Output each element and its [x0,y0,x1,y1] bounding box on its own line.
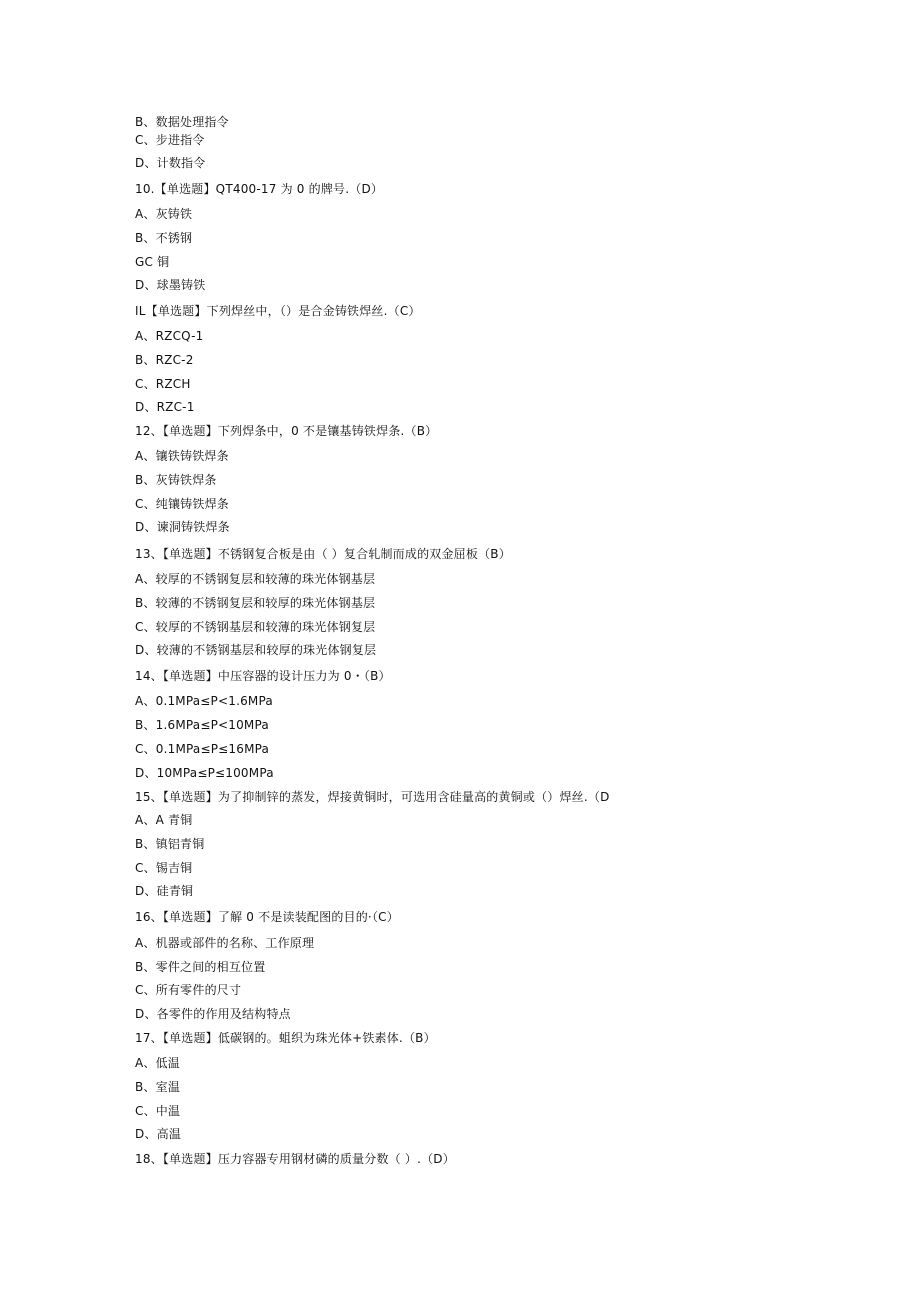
question-line: 10.【单选题】QT400-17 为 0 的牌号.（D） [135,182,384,196]
question-line: IL【单选题】下列焊丝中，（）是合金铸铁焊丝.（C） [135,304,421,318]
option-line: B、灰铸铁焊条 [135,473,217,487]
option-line: B、数据处理指令 [135,115,229,129]
question-line: 16、【单选题】了解 0 不是读装配图的目的·（C） [135,910,399,924]
question-line: 18、【单选题】压力容器专用钢材磷的质量分数（ ）.（D） [135,1152,455,1166]
question-line: 17、【单选题】低碳钢的。蛆织为珠光体+铁素体.（B） [135,1031,436,1045]
option-line: A、镶铁铸铁焊条 [135,449,229,463]
option-line: D、各零件的作用及结构特点 [135,1007,291,1021]
question-line: 13、【单选题】不锈钢复合板是由（ ）复合轧制而成的双金屈板（B） [135,547,511,561]
option-line: C、纯镶铸铁焊条 [135,497,229,511]
option-line: D、硅青铜 [135,884,194,898]
question-line: 12、【单选题】下列焊条中，0 不是镶基铸铁焊条.（B） [135,424,438,438]
option-line: A、机器或部件的名称、工作原理 [135,936,315,950]
option-line: B、零件之间的相互位置 [135,960,266,974]
option-line: GC 铜 [135,255,170,269]
option-line: D、RZC-1 [135,400,195,414]
option-line: A、灰铸铁 [135,207,193,221]
option-line: B、不锈钢 [135,231,193,245]
option-line: B、RZC-2 [135,353,194,367]
option-line: C、较厚的不锈钢基层和较薄的珠光体钢复层 [135,620,376,634]
option-line: B、室温 [135,1080,181,1094]
option-line: A、A 青铜 [135,813,193,827]
option-line: D、高温 [135,1127,182,1141]
option-line: B、镇铝青铜 [135,837,205,851]
question-line: 15、【单选题】为了抑制锌的蒸发，焊接黄铜时，可选用含硅量高的黄铜或（）焊丝.（D [135,790,610,804]
option-line: D、球墨铸铁 [135,278,206,292]
option-line: B、较薄的不锈钢复层和较厚的珠光体钢基层 [135,596,376,610]
option-line: D、10MPa≤P≤100MPa [135,766,274,780]
option-line: D、计数指令 [135,156,206,170]
option-line: C、中温 [135,1104,181,1118]
option-line: A、0.1MPa≤P<1.6MPa [135,694,273,708]
option-line: B、1.6MPa≤P<10MPa [135,718,269,732]
option-line: C、锡吉铜 [135,861,193,875]
option-line: A、低温 [135,1056,181,1070]
question-line: 14、【单选题】中压容器的设计压力为 0・（B） [135,669,391,683]
option-line: C、所有零件的尺寸 [135,983,242,997]
option-line: C、0.1MPa≤P≤16MPa [135,742,270,756]
option-line: A、RZCQ-1 [135,329,204,343]
option-line: D、较薄的不锈钢基层和较厚的珠光体钢复层 [135,643,377,657]
option-line: D、谏洞铸铁焊条 [135,520,230,534]
option-line: A、较厚的不锈钢复层和较薄的珠光体钢基层 [135,572,376,586]
option-line: C、RZCH [135,377,191,391]
option-line: C、步进指令 [135,133,205,147]
